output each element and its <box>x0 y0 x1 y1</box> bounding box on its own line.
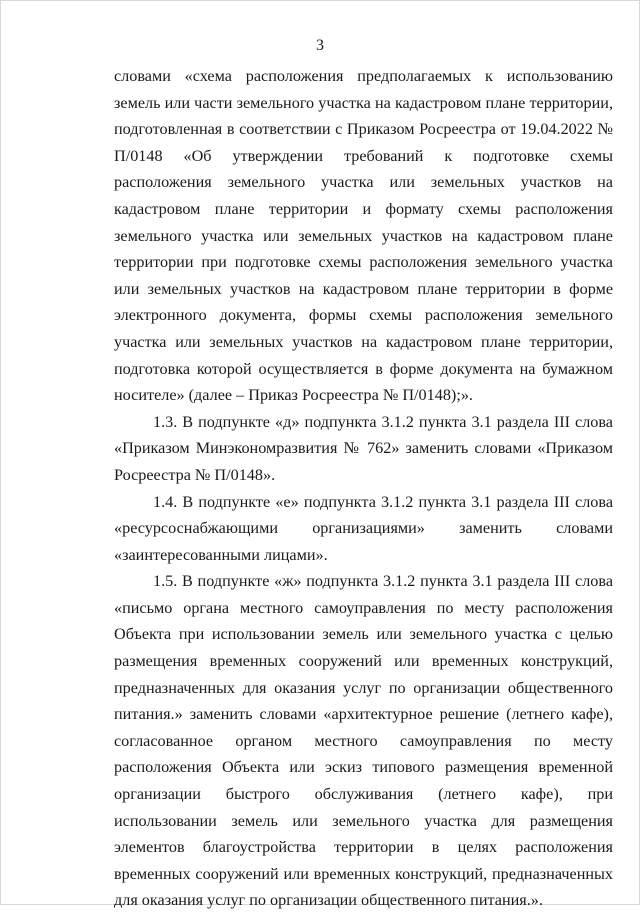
paragraph-1-3: 1.3. В подпункте «д» подпункта 3.1.2 пункта 3.1 раздела III слова «Приказом Минэкономразвития № 762» заменить словами «Приказом Росреестра № П/0148». <box>114 412 613 484</box>
page-number: 3 <box>316 37 324 54</box>
document-body <box>114 63 613 914</box>
paragraph-1-5: 1.5. В подпункте «ж» подпункта 3.1.2 пункта 3.1 раздела III слова «письмо органа местного самоуправления по месту расположения Объекта при использовании земель или земельного участка с целью размещения временных сооружений или временных конструкций, предназначенных для оказания услуг по организации общественного питания.» заменить словами «архитектурное решение (летнего кафе), согласованное органом местного самоуправления по месту расположения Объекта или эскиз типового размещения временной организации быстрого обслуживания (летнего кафе), при использовании земель или земельного участка для размещения элементов благоустройства территории в целях расположения временных сооружений или временных конструкций, предназначенных для оказания услуг по организации общественного питания.». <box>114 572 613 910</box>
paragraph-1-4: 1.4. В подпункте «е» подпункта 3.1.2 пункта 3.1 раздела III слова «ресурсоснабжающими организациями» заменить словами «заинтересованными лицами». <box>114 492 613 564</box>
paragraph-continuation: словами «схема расположения предполагаемых к использованию земель или части земельного участка на кадастровом плане территории, подготовленная в соответствии с Приказом Росреестра от 19.04.2022 № П/0148 «Об утверждении требований к подготовке схемы расположения земельного участка или земельных участков на кадастровом плане территории и формату схемы расположения земельного участка или земельных участков на кадастровом плане территории при подготовке схемы расположения земельного участка или земельных участков на кадастровом плане территории в форме электронного документа, формы схемы расположения земельного участка или земельных участков на кадастровом плане территории, подготовка которой осуществляется в форме документа на бумажном носителе» (далее – Приказ Росреестра № П/0148);». <box>114 67 613 405</box>
